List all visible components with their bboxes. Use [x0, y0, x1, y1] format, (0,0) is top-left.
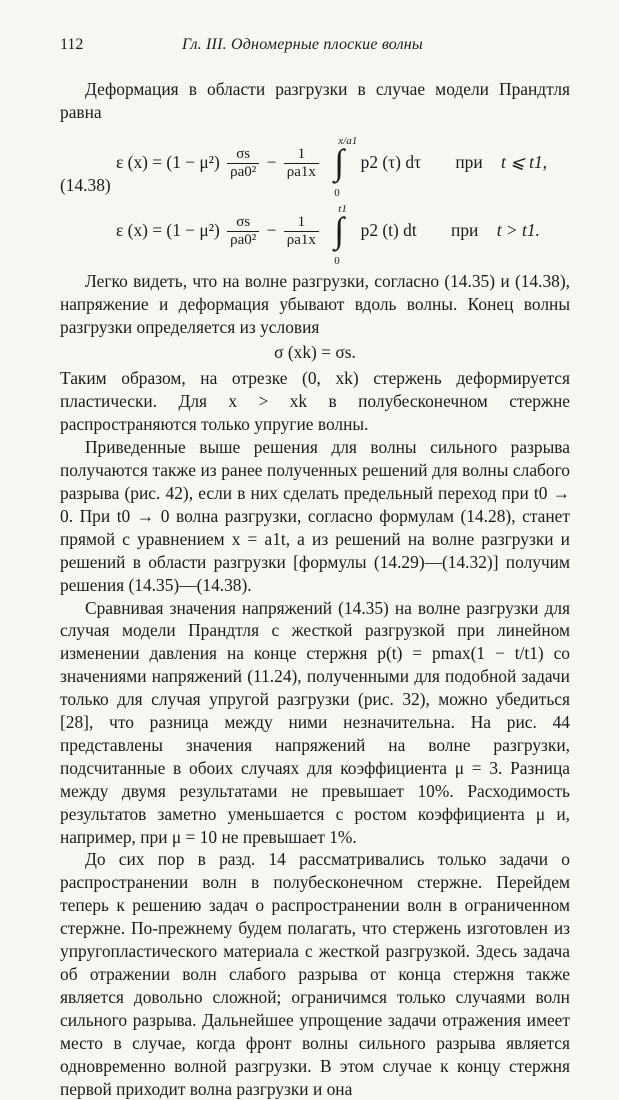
paragraph-4: Сравнивая значения напряжений (14.35) на волне разгрузки для случая модели Прандтля с жесткой разгрузкой при линейном изменении давления на конце стержня p(t) = pmax(1 − t/t1) со значениями напряжений (11.24), полученными для подобной задачи только для случая упругой разгрузки (рис. 32), можно убедиться [28], что разница между ними незначительна. На рис. 44 представлены значения напряжений на волне разгрузки, подсчитанные в обоих случаях для коэффициента μ = 3. Разница между двумя результатами не превышает 10%. Расходимость результатов заметно уменьшается с ростом коэффициента μ и, например, при μ = 10 не превышает 1%.	[60, 597, 570, 847]
eq2-fraction-2	[284, 214, 319, 249]
eq1-frac2-numerator: 1	[284, 146, 319, 164]
eq2-frac1-numerator: σs	[227, 214, 259, 232]
eq1-frac2-denominator: ρa1x	[286, 164, 316, 181]
eq2-frac2-denominator: ρa1x	[286, 232, 316, 249]
eq2-frac1-denominator: ρa0²	[230, 232, 257, 249]
eq2-condition: t > t1.	[496, 219, 540, 240]
center-equation: σ (xk) = σs.	[274, 341, 356, 362]
paragraph-5: До сих пор в разд. 14 рассматривались только задачи о распространении волн в полубесконечном стержне. Перейдем теперь к решению задач о распространении волн в ограниченном стержне. По-прежнему будем полагать, что стержень изготовлен из упругопластического материала с жесткой разгрузкой. Здесь задача об отражении волн слабого разрыва от конца стержня также является довольно сложной; ограничимся только случаями волн сильного разрыва. Дальнейшее упрощение задачи отражения имеет место в случае, когда фронт волны сильного разрыва является одновременно волной разгрузки. В этом случае к концу стержня первой приходит волна разгрузки и она	[60, 849, 570, 1099]
eq1-when: при	[455, 151, 483, 172]
eq2-integral	[328, 202, 354, 267]
page-body	[60, 78, 570, 1100]
running-title: Гл. III. Одномерные плоские волны	[182, 36, 423, 53]
paragraph-3: Приведенные выше решения для волны сильного разрыва получаются также из ранее полученных решений для волны слабого разрыва (рис. 42), если в них сделать предельный переход при t0 → 0. При t0 → 0 волна разгрузки, согласно формулам (14.28), станет прямой с уравнением x = a1t, а из решений на волне разгрузки и решений в области разгрузки [формулы (14.29)—(14.32)] получим решения (14.35)—(14.38).	[60, 437, 570, 595]
eq1-integral	[328, 134, 358, 199]
eq1-integral-upper-limit: x/a1	[338, 134, 358, 147]
paragraph-1: Легко видеть, что на волне разгрузки, согласно (14.35) и (14.38), напряжение и деформация убывают вдоль волны. Конец волны разгрузки определяется из условия	[60, 270, 570, 337]
integral-sign-icon: ∫	[334, 209, 345, 250]
eq2-integral-lower-limit: 0	[334, 254, 340, 267]
eq1-frac1-numerator: σs	[227, 146, 259, 164]
paragraph-2: Таким образом, на отрезке (0, xk) стержень деформируется пластически. Для x > xk в полубесконечном стержне распространяются только упругие волны.	[60, 368, 570, 435]
eq2-integrand: p2 (t) dt	[360, 219, 417, 240]
equation-number: (14.38)	[60, 174, 111, 195]
equation-block	[60, 130, 570, 267]
eq1-integrand: p2 (τ) dτ	[360, 151, 421, 172]
eq1-fraction-1	[227, 146, 259, 181]
eq2-lhs: ε (x) = (1 − μ²)	[116, 219, 220, 240]
eq2-fraction-1	[227, 214, 259, 249]
eq2-integral-upper-limit: t1	[338, 202, 347, 215]
eq1-minus: −	[266, 151, 277, 172]
integral-sign-icon: ∫	[334, 141, 345, 182]
eq1-fraction-2	[284, 146, 319, 181]
eq2-minus: −	[266, 219, 277, 240]
eq1-frac1-denominator: ρa0²	[230, 164, 257, 181]
eq2-frac2-numerator: 1	[284, 214, 319, 232]
equation-line-1	[116, 134, 548, 199]
eq2-when: при	[451, 219, 479, 240]
eq1-lhs: ε (x) = (1 − μ²)	[116, 151, 220, 172]
eq1-condition: t ⩽ t1,	[501, 151, 548, 172]
page-number: 112	[60, 36, 84, 53]
intro-paragraph: Деформация в области разгрузки в случае модели Прандтля равна	[60, 79, 570, 122]
equation-line-2	[116, 202, 540, 267]
eq1-integral-lower-limit: 0	[334, 186, 340, 199]
page-header	[60, 36, 559, 60]
